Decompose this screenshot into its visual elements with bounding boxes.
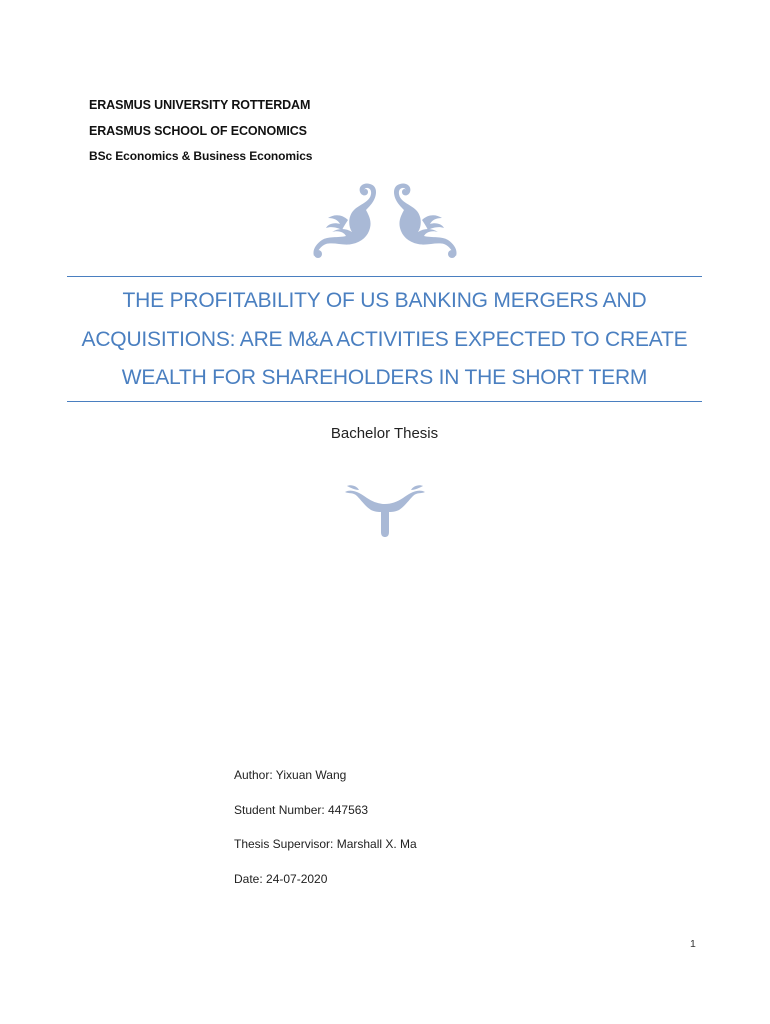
page-number: 1 (690, 938, 696, 950)
flourish-pair-icon (308, 180, 462, 258)
title-line: ACQUISITIONS: ARE M&A ACTIVITIES EXPECTED TO CREATE (81, 327, 688, 351)
author-line: Author: Yixuan Wang (234, 768, 347, 782)
institution-header (89, 93, 312, 170)
university-name: ERASMUS UNIVERSITY ROTTERDAM (89, 98, 311, 112)
title-rule-top (67, 276, 702, 277)
document-type: Bachelor Thesis (330, 425, 439, 442)
fleuron-icon (343, 484, 427, 538)
thesis-title (67, 282, 702, 398)
thesis-details (234, 766, 417, 904)
program-name: BSc Economics & Business Economics (89, 149, 313, 163)
title-rule-bottom (67, 401, 702, 402)
student-number-line: Student Number: 447563 (234, 802, 369, 817)
title-line: THE PROFITABILITY OF US BANKING MERGERS AND (122, 289, 647, 312)
supervisor-line: Thesis Supervisor: Marshall X. Ma (234, 837, 417, 851)
date-line: Date: 24-07-2020 (234, 871, 328, 886)
school-name: ERASMUS SCHOOL OF ECONOMICS (89, 123, 307, 138)
title-line: WEALTH FOR SHAREHOLDERS IN THE SHORT TERM (121, 366, 648, 389)
